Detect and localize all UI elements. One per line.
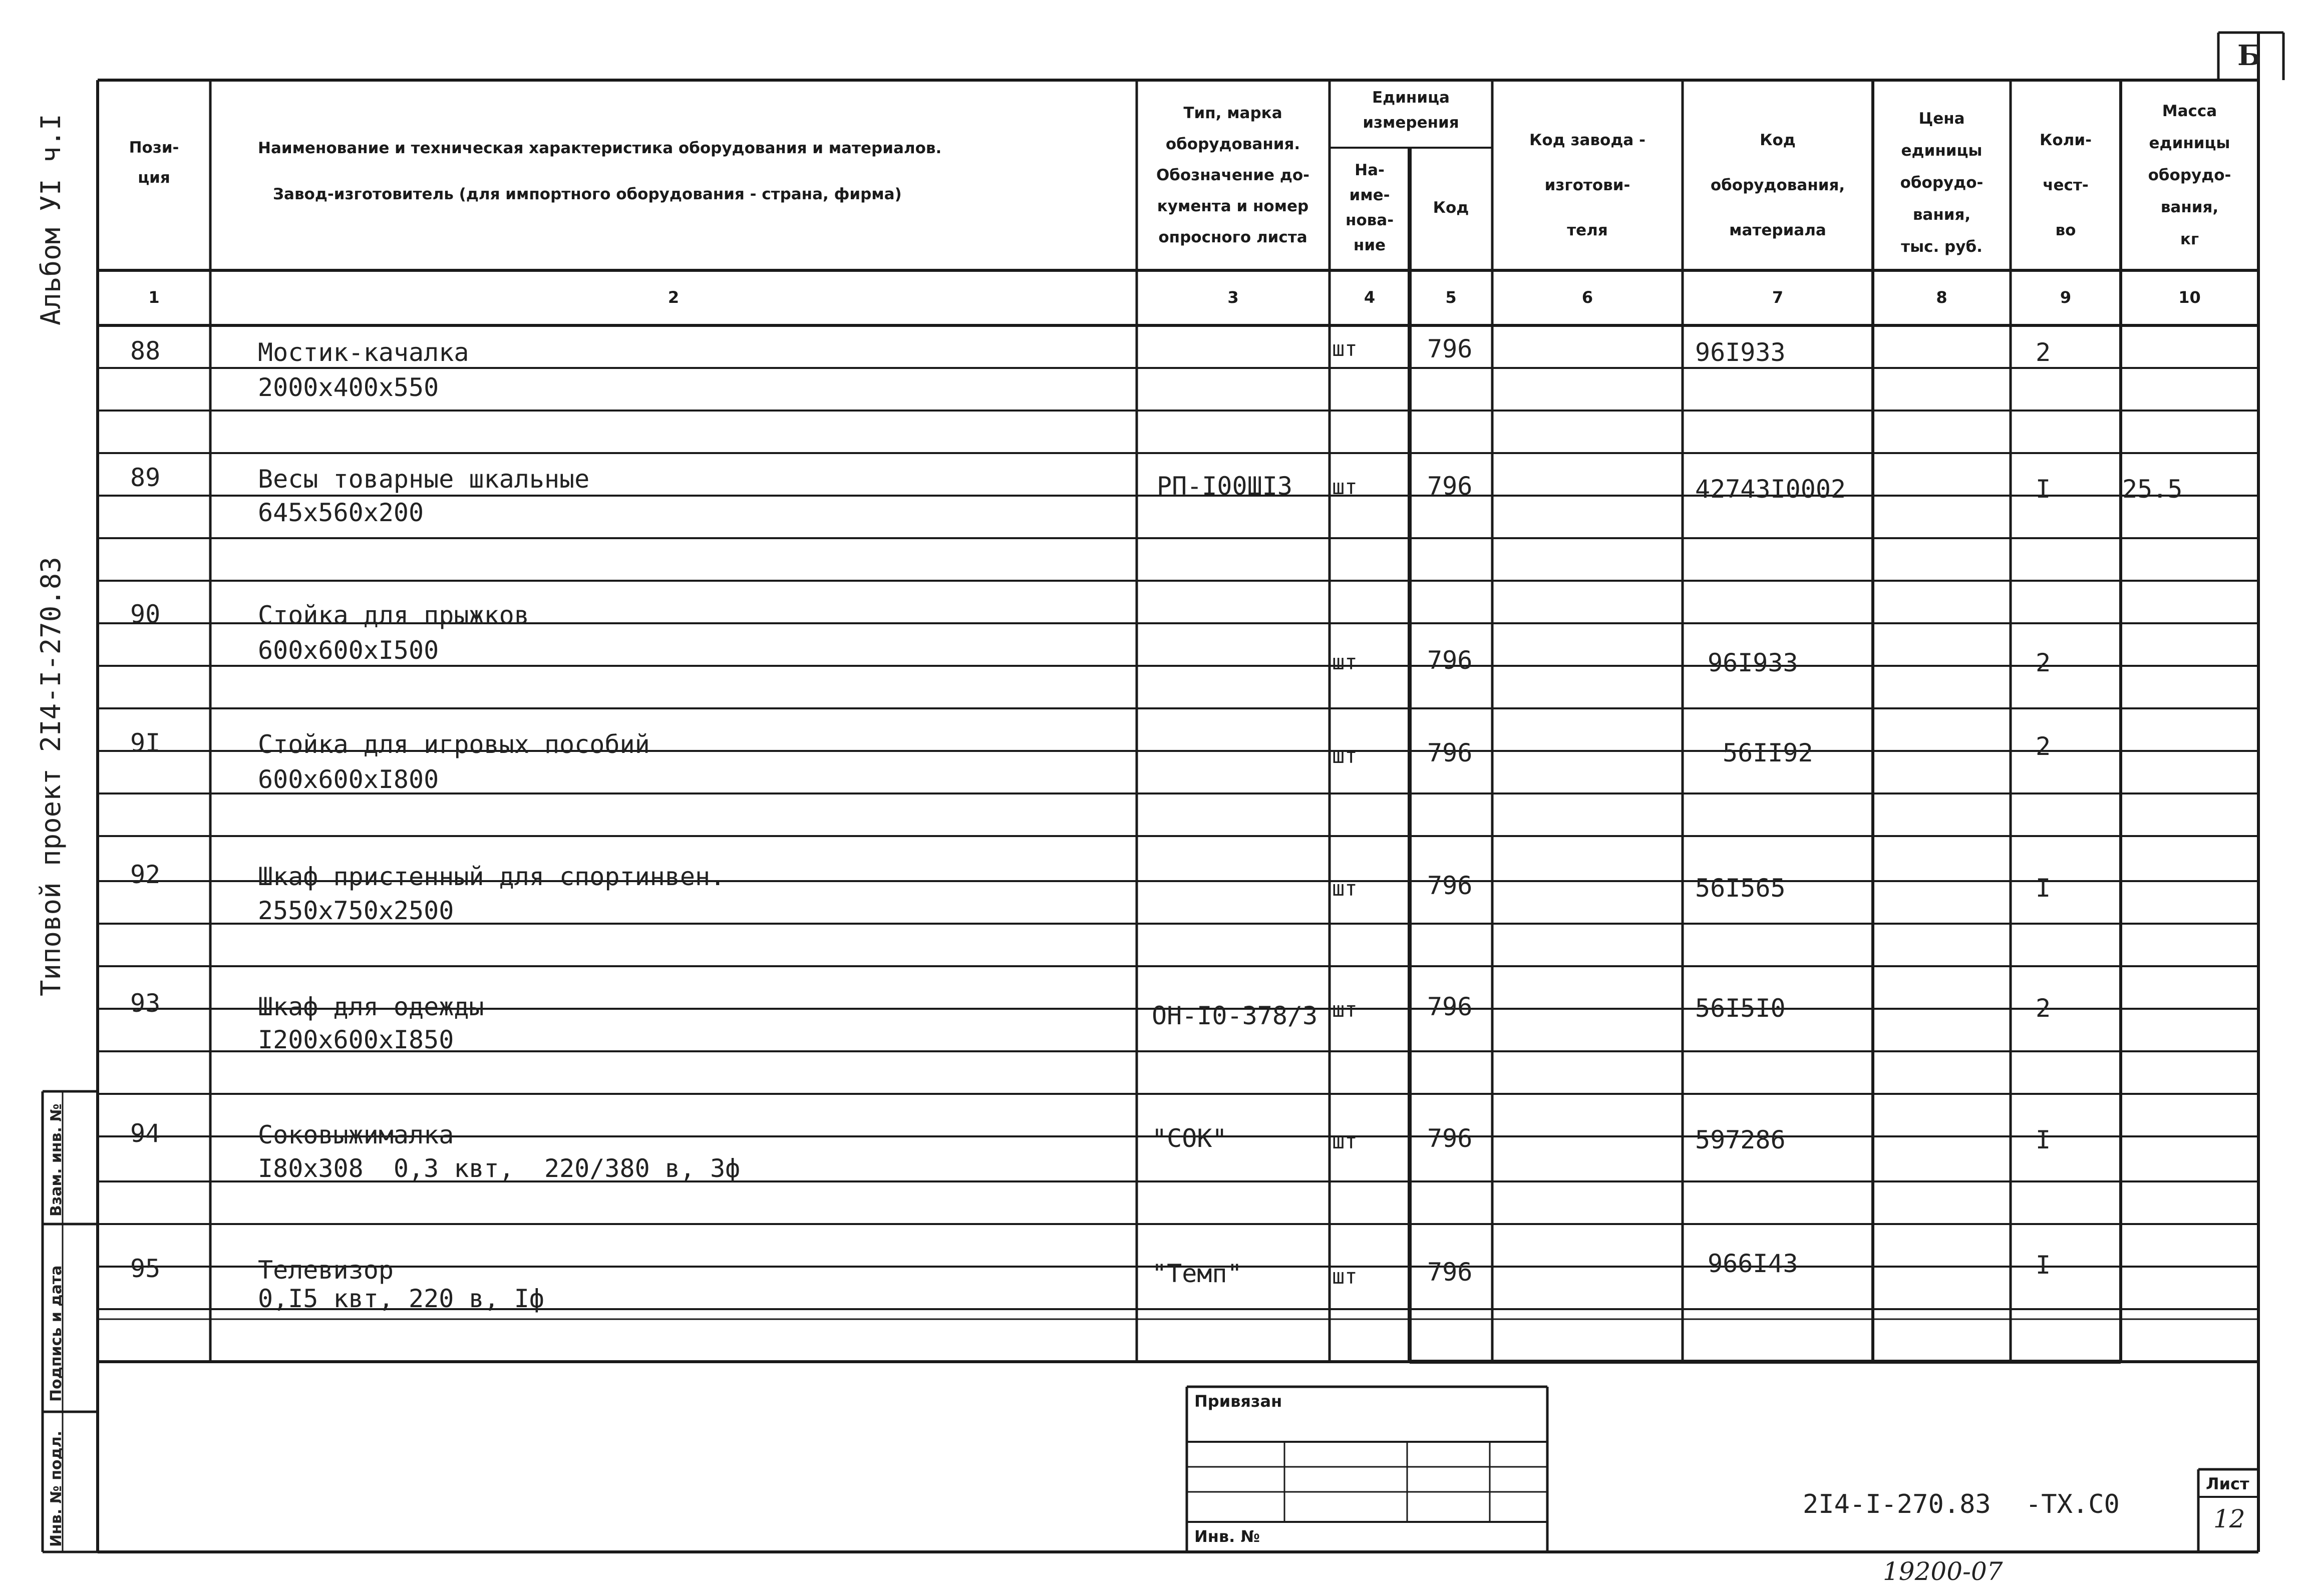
row-unit-code: 796 [1427,472,1473,501]
row-position: 95 [130,1254,161,1283]
row-quantity: I [2036,1125,2051,1154]
col-number: 8 [1936,288,1947,307]
row-equipment-code: 56I5I0 [1695,994,1786,1023]
col-number: 10 [2178,288,2201,307]
header-mass: Масса единицы оборудо- вания, кг [2148,102,2231,248]
sheet-number: 12 [2213,1504,2245,1533]
col-number: 1 [148,288,160,307]
row-unit: шт [1332,876,1358,901]
row-quantity: I [2036,1251,2051,1280]
row-unit: шт [1332,1264,1358,1289]
row-quantity: 2 [2036,994,2051,1023]
row-name: Шкаф пристенный для спортинвен. [258,862,726,891]
footer-number: 19200-07 [1883,1557,2003,1586]
header-name: Наименование и техническая характеристика оборудования и материалов. Завод-изготовитель (для импортного оборудования - страна, фирма) [258,139,942,203]
row-unit-code: 796 [1427,646,1473,675]
row-position: 92 [130,860,161,889]
row-dimensions: 600х600хI500 [258,636,439,665]
row-quantity: 2 [2036,648,2051,677]
row-name: Стойка для игровых пособий [258,730,650,759]
row-dimensions: 600х600хI800 [258,765,439,794]
header-unit: Единица измерения [1363,89,1459,132]
row-unit: шт [1332,475,1358,499]
stamp-privyazan-label: Привязан [1194,1392,1282,1411]
stamp-vzam-label: Взам. инв. № [48,1103,65,1217]
stamp-inv-label: Инв. № подл. [48,1430,65,1547]
row-position: 88 [130,336,161,365]
col-number: 4 [1364,288,1376,307]
row-unit-code: 796 [1427,992,1473,1021]
row-type: РП-I00ШI3 [1157,472,1292,501]
row-dimensions: I200х600хI850 [258,1025,454,1054]
row-unit: шт [1332,650,1358,674]
sheet-label: Лист [2206,1474,2249,1493]
header-type: Тип, марка оборудования. Обозначение до- кумента и номер опросного листа [1156,104,1310,246]
header-price: Цена единицы оборудо- вания, тыс. руб. [1900,110,1984,256]
col-number: 9 [2060,288,2072,307]
row-equipment-code: 42743I0002 [1695,475,1846,504]
col-number: 7 [1772,288,1784,307]
row-unit: шт [1332,997,1358,1022]
project-label: Типовой проект 2I4-I-270.83 [35,557,67,996]
col-number: 2 [668,288,680,307]
col-number: 5 [1445,288,1457,307]
row-unit-code: 796 [1427,738,1473,767]
row-quantity: 2 [2036,338,2051,367]
header-equipment-code: Код оборудования, материала [1710,131,1845,239]
document-suffix: -ТХ.С0 [2026,1489,2120,1519]
row-type: ОН-I0-378/3 [1152,1001,1318,1030]
row-quantity: 2 [2036,732,2051,761]
row-unit: шт [1332,1129,1358,1153]
corner-mark: Б [2237,39,2261,72]
row-equipment-code: 96I933 [1708,648,1798,677]
row-name: Весы товарные шкальные [258,465,590,494]
row-equipment-code: 966I43 [1708,1249,1798,1278]
row-dimensions: 2000х400х550 [258,373,439,402]
row-name: Соковыжималка [258,1120,454,1149]
document-code: 2I4-I-270.83 [1803,1489,1991,1519]
header-unit-name: На- име- нова- ние [1345,161,1394,254]
header-factory-code: Код завода - изготови- теля [1529,131,1645,239]
row-specification: 0,I5 квт, 220 в, Iф [258,1284,544,1313]
row-name: Стойка для прыжков [258,601,529,630]
row-mass: 25.5 [2122,475,2183,504]
row-quantity: I [2036,874,2051,903]
row-position: 89 [130,463,161,492]
col-number: 6 [1581,288,1593,307]
album-label: Альбом УI ч.I [35,114,67,325]
header-position: Пози- ция [129,139,179,187]
row-type: "СОК" [1152,1124,1227,1153]
row-unit-code: 796 [1427,334,1473,363]
row-equipment-code: 56I565 [1695,874,1786,903]
row-unit-code: 796 [1427,871,1473,900]
row-position: 93 [130,989,161,1018]
col-number: 3 [1227,288,1239,307]
row-dimensions: 645х560х200 [258,498,424,527]
row-type: "Темп" [1152,1259,1242,1288]
stamp-podpis-label: Подпись и дата [48,1265,65,1402]
row-equipment-code: 96I933 [1695,338,1786,367]
row-position: 9I [130,728,161,757]
row-unit: шт [1332,336,1358,361]
row-name: Мостик-качалка [258,338,469,367]
row-quantity: I [2036,475,2051,504]
row-equipment-code: 56II92 [1723,738,1813,767]
row-specification: I80х308 0,3 квт, 220/380 в, 3ф [258,1154,741,1183]
row-unit: шт [1332,743,1358,768]
row-name: Шкаф для одежды [258,992,484,1021]
row-unit-code: 796 [1427,1124,1473,1153]
row-equipment-code: 597286 [1695,1125,1786,1154]
row-position: 94 [130,1119,161,1148]
stamp-inv-number-label: Инв. № [1194,1527,1260,1546]
header-quantity: Коли- чест- во [2040,131,2092,239]
header-unit-code: Код [1433,199,1469,217]
row-position: 90 [130,600,161,629]
row-dimensions: 2550х750х2500 [258,896,454,925]
row-name: Телевизор [258,1256,394,1285]
row-unit-code: 796 [1427,1258,1473,1287]
